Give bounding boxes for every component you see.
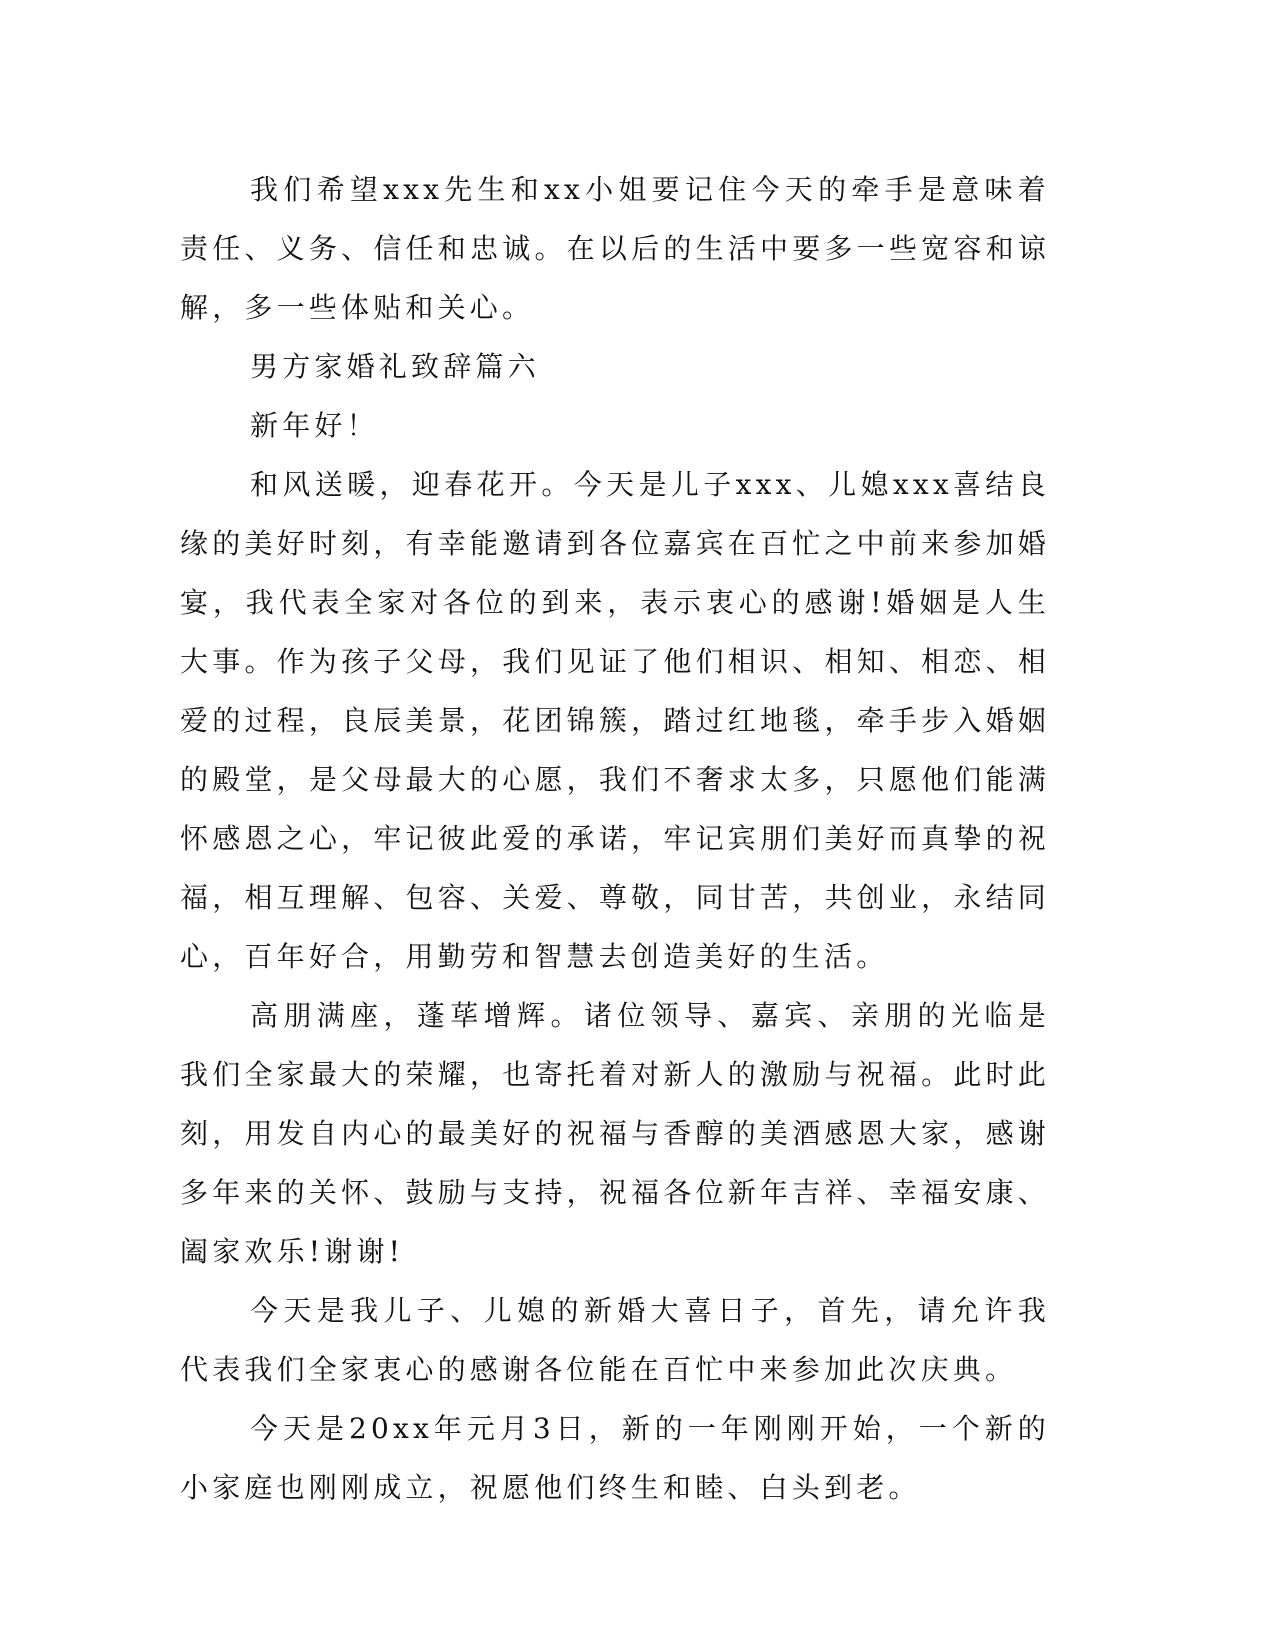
paragraph-welcome: 和风送暖，迎春花开。今天是儿子xxx、儿媳xxx喜结良缘的美好时刻，有幸能邀请到各位嘉宾在百忙之中前来参加婚宴，我代表全家对各位的到来，表示衷心的感谢!婚姻是人生大事。作为孩子父母，我们见证了他们相识、相知、相恋、相爱的过程，良辰美景，花团锦簇，踏过红地毯，牵手步入婚姻的殿堂，是父母最大的心愿，我们不奢求太多，只愿他们能满怀感恩之心，牢记彼此爱的承诺，牢记宾朋们美好而真挚的祝福，相互理解、包容、关爱、尊敬，同甘苦，共创业，永结同心，百年好合，用勤劳和智慧去创造美好的生活。 [180,468,1050,973]
greeting: 新年好！ [250,409,379,442]
paragraph-blessing-responsibility: 我们希望xxx先生和xx小姐要记住今天的牵手是意味着责任、义务、信任和忠诚。在以后的生活中要多一些宽容和谅解，多一些体贴和关心。 [180,173,1050,324]
paragraph-gratitude: 高朋满座，蓬荜增辉。诸位领导、嘉宾、亲朋的光临是我们全家最大的荣耀，也寄托着对新人的激励与祝福。此时此刻，用发自内心的最美好的祝福与香醇的美酒感恩大家，感谢多年来的关怀、鼓励与支持，祝福各位新年吉祥、幸福安康、阖家欢乐!谢谢! [180,999,1050,1268]
paragraph-wedding-day: 今天是我儿子、儿媳的新婚大喜日子，首先，请允许我代表我们全家衷心的感谢各位能在百忙中来参加此次庆典。 [180,1294,1050,1386]
paragraph-new-year: 今天是20xx年元月3日，新的一年刚刚开始，一个新的小家庭也刚刚成立，祝愿他们终生和睦、白头到老。 [180,1412,1050,1504]
section-heading: 男方家婚礼致辞篇六 [250,350,540,383]
document-body [180,160,1050,1517]
